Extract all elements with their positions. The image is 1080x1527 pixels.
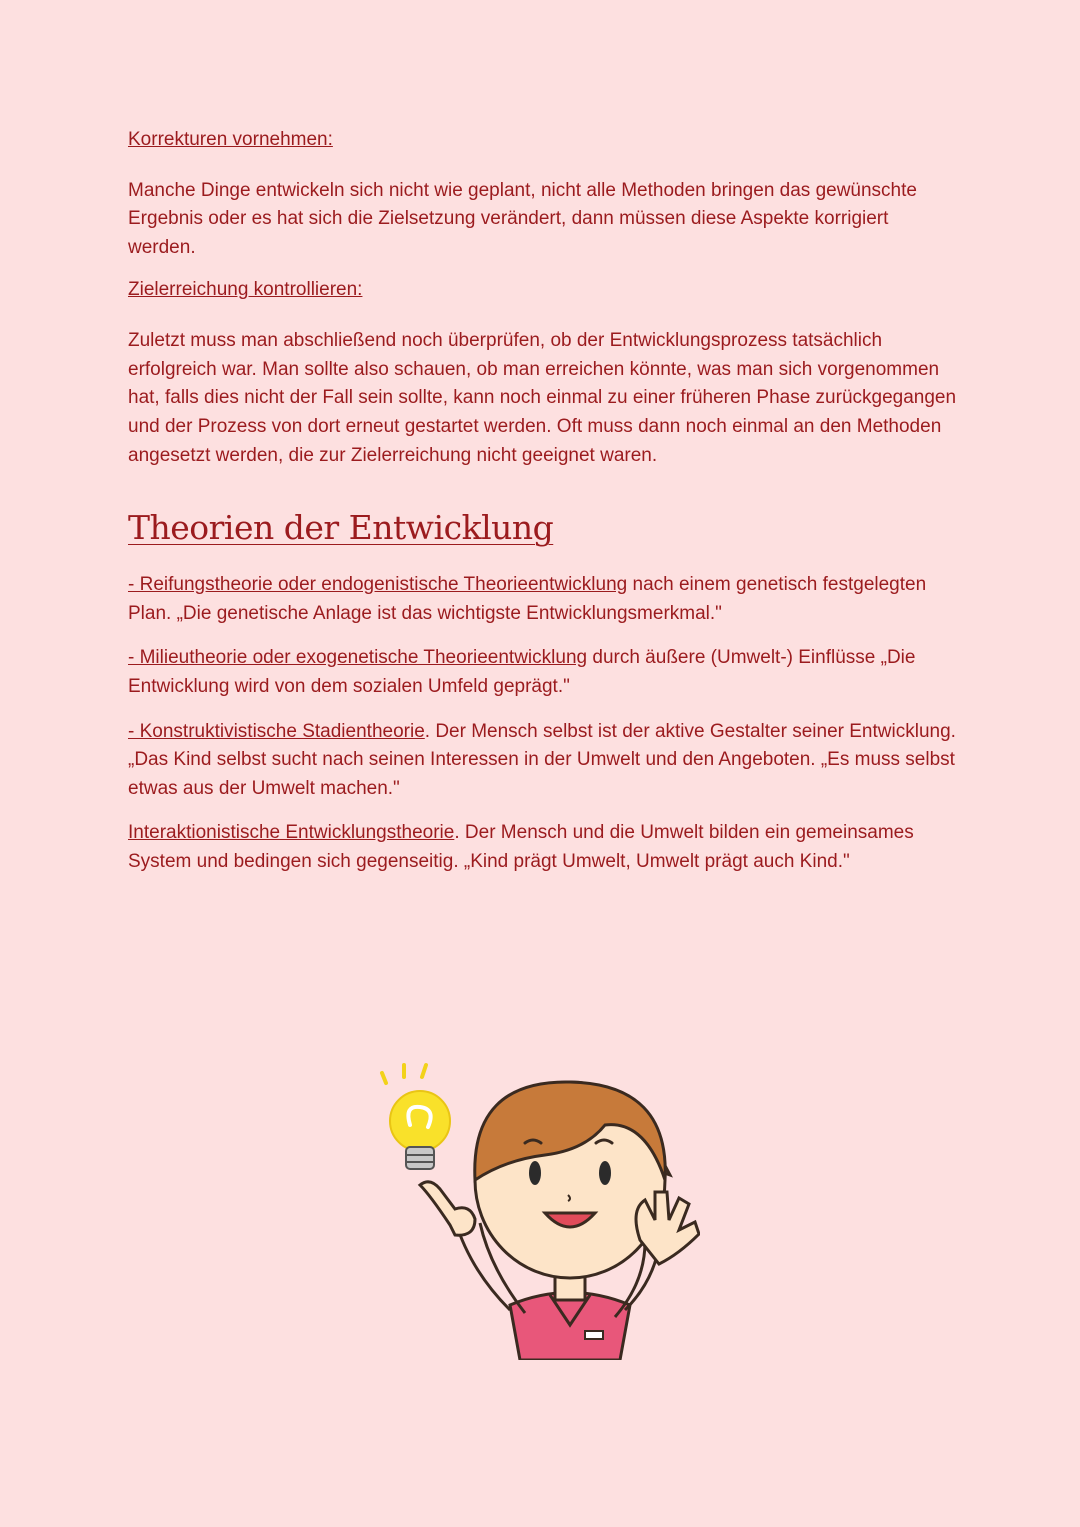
zielerreichung-heading: Zielerreichung kontrollieren: — [128, 279, 363, 301]
theory-term: Interaktionistische Entwicklungstheorie — [128, 822, 455, 844]
theory-item — [128, 644, 958, 701]
document-page — [128, 128, 958, 892]
theories-title: Theorien der Entwicklung — [128, 508, 554, 548]
girl-with-lightbulb-icon — [360, 1055, 700, 1360]
theory-description: . Der Mensch und die Umwelt bilden ein gemeinsames System und bedingen sich gegenseitig. „Kind prägt Umwelt, Umwelt prägt auch Kind." — [128, 822, 914, 872]
korrekturen-heading: Korrekturen vornehmen: — [128, 129, 333, 150]
theory-description: nach einem genetisch festgelegten Plan. „Die genetische Anlage ist das wichtigste Entwicklungsmerkmal." — [128, 574, 927, 624]
theory-item — [128, 571, 958, 628]
theory-description: durch äußere (Umwelt-) Einflüsse „Die Entwicklung wird von dem sozialen Umfeld geprägt." — [128, 647, 916, 697]
theory-term: - Milieutheorie oder exogenetische Theorieentwicklung — [128, 647, 588, 669]
korrekturen-text: Manche Dinge entwickeln sich nicht wie geplant, nicht alle Methoden bringen das gewünschte Ergebnis oder es hat sich die Zielsetzung verändert, dann müssen diese Aspekte korrigiert werden. — [128, 179, 917, 258]
theory-item — [128, 718, 958, 804]
theory-description: . Der Mensch selbst ist der aktive Gestalter seiner Entwicklung. „Das Kind selbst sucht nach seinen Interessen in der Umwelt und den Angeboten. „Es muss selbst etwas aus der Umwelt machen." — [128, 720, 956, 799]
theory-term: - Reifungstheorie oder endogenistische Theorieentwicklung — [128, 574, 628, 596]
zielerreichung-text: Zuletzt muss man abschließend noch überprüfen, ob der Entwicklungsprozess tatsächlich erfolgreich war. Man sollte also schauen, ob man erreichen könnte, was man sich vorgenommen hat, falls dies nicht der Fall sein sollte, kann noch einmal zu einer früheren Phase zurückgegangen und der Prozess von dort erneut gestartet werden. Oft muss dann noch einmal an den Methoden angesetzt werden, die zur Zielerreichung nicht geeignet waren. — [128, 330, 957, 466]
theory-item — [128, 819, 958, 876]
theory-term: - Konstruktivistische Stadientheorie — [128, 720, 425, 742]
